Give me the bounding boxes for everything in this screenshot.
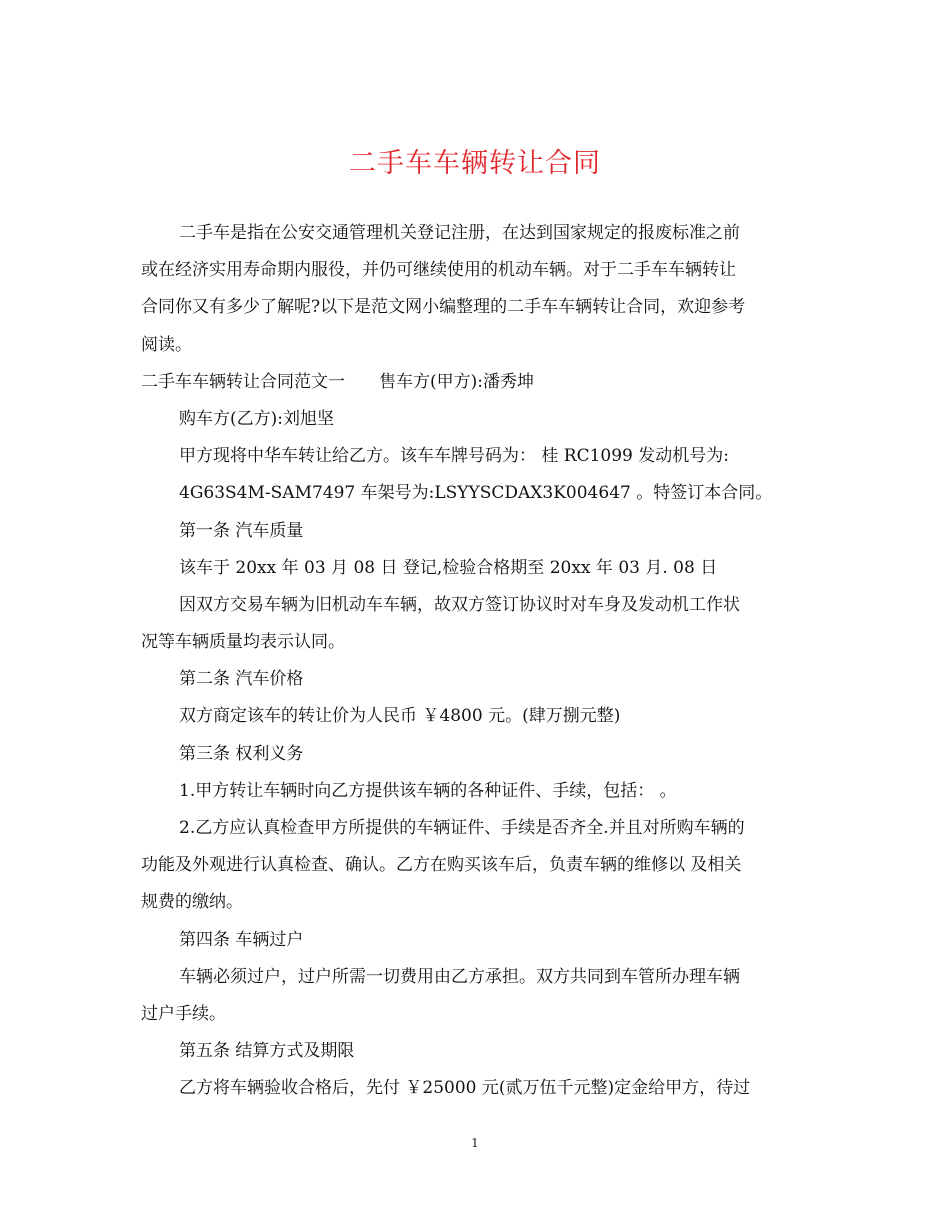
paragraph-line: 二手车是指在公安交通管理机关登记注册，在达到国家规定的报废标准之前 [179,223,740,243]
document-title: 二手车车辆转让合同 [349,148,601,179]
article-heading: 第四条 车辆过户 [179,929,304,950]
article-heading: 第一条 汽车质量 [179,520,304,541]
paragraph-line: 4G63S4M-SAM7497 车架号为:LSYYSCDAX3K004647 。特签订本合同。 [179,483,773,504]
paragraph-line: 况等车辆质量均表示认同。 [141,632,345,653]
paragraph-line: 1.甲方转让车辆时向乙方提供该车辆的各种证件、手续，包括： 。 [179,780,677,801]
paragraph-line: 或在经济实用寿命期内服役，并仍可继续使用的机动车辆。对于二手车车辆转让 [141,260,736,281]
paragraph-line: 规费的缴纳。 [141,892,243,913]
paragraph-line: 阅读。 [141,334,192,355]
paragraph-line: 过户手续。 [141,1003,226,1024]
paragraph-line: 功能及外观进行认真检查、确认。乙方在购买该车后，负责车辆的维修以 及相关 [141,855,742,876]
article-heading: 第五条 结算方式及期限 [179,1041,355,1062]
paragraph-line: 2.乙方应认真检查甲方所提供的车辆证件、手续是否齐全.并且对所购车辆的 [179,818,745,838]
page-number: 1 [471,1136,479,1150]
paragraph-line: 合同你又有多少了解呢?以下是范文网小编整理的二手车车辆转让合同，欢迎参考 [141,297,746,318]
document-body [141,215,806,1108]
article-heading: 第二条 汽车价格 [179,669,304,690]
article-heading: 第三条 权利义务 [179,743,304,764]
paragraph-line: 双方商定该车的转让价为人民币 ￥4800 元。(肆万捌元整) [179,706,621,727]
paragraph-line: 车辆必须过户，过户所需一切费用由乙方承担。双方共同到车管所办理车辆 [179,966,740,987]
paragraph-line: 因双方交易车辆为旧机动车车辆，故双方签订协议时对车身及发动机工作状 [179,594,740,615]
paragraph-line: 甲方现将中华车转让给乙方。该车车牌号码为： 桂 RC1099 发动机号为: [179,446,730,467]
buyer-line: 购车方(乙方):刘旭坚 [179,408,334,429]
paragraph-line: 该车于 20xx 年 03 月 08 日 登记,检验合格期至 20xx 年 03 月. 08 日 [179,557,718,578]
contract-heading-line: 二手车车辆转让合同范文一 售车方(甲方):潘秀坤 [141,371,534,392]
paragraph-line: 乙方将车辆验收合格后，先付 ￥25000 元(贰万伍千元整)定金给甲方，待过 [179,1078,751,1099]
